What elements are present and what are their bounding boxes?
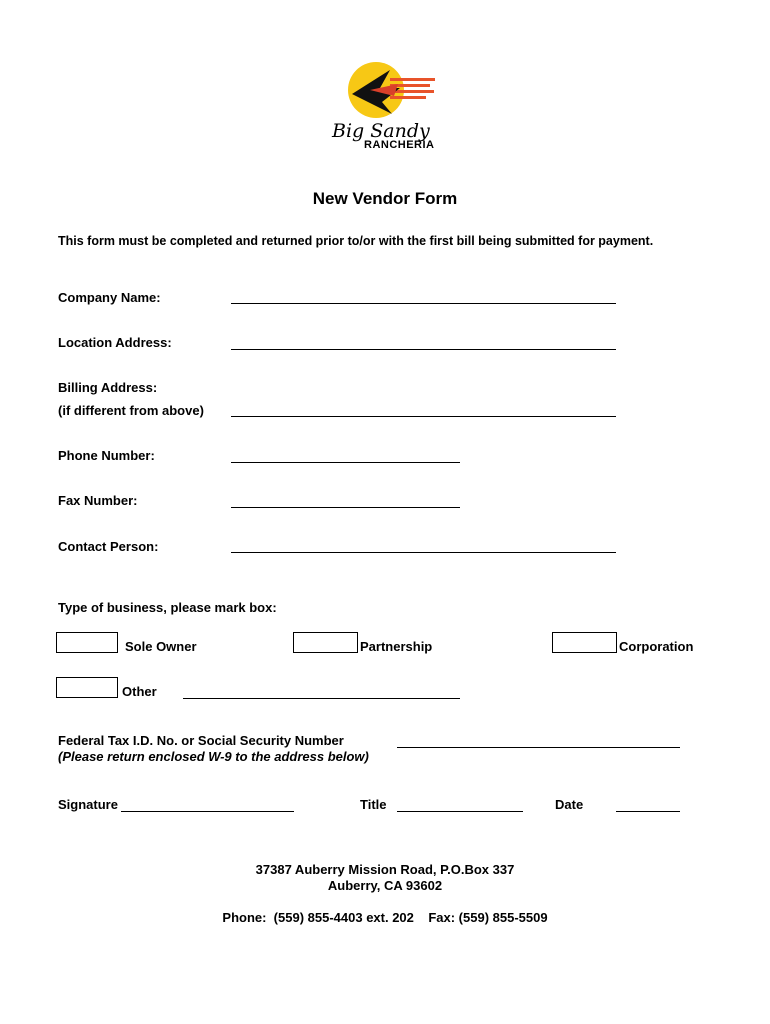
phone-number-label: Phone Number: <box>58 448 155 463</box>
billing-address-note: (if different from above) <box>58 403 204 418</box>
title-line[interactable] <box>397 811 523 812</box>
logo <box>330 58 460 158</box>
footer-address-line2: Auberry, CA 93602 <box>327 878 443 893</box>
company-name-line[interactable] <box>231 303 616 304</box>
company-name-label: Company Name: <box>58 290 161 305</box>
signature-label: Signature <box>58 797 118 812</box>
title-label: Title <box>360 797 387 812</box>
tax-id-note: (Please return enclosed W-9 to the address below) <box>58 749 369 764</box>
fax-number-label: Fax Number: <box>58 493 138 508</box>
corporation-checkbox[interactable] <box>552 632 617 653</box>
tax-id-label: Federal Tax I.D. No. or Social Security Number <box>58 733 344 748</box>
contact-person-label: Contact Person: <box>58 539 159 554</box>
contact-person-line[interactable] <box>231 552 616 553</box>
footer-contact: Phone: (559) 855-4403 ext. 202 Fax: (559) 855-5509 <box>222 910 548 925</box>
date-label: Date <box>555 797 584 812</box>
tax-id-line[interactable] <box>397 747 680 748</box>
instructions: This form must be completed and returned prior to/or with the first bill being submitted for payment. <box>58 234 654 248</box>
logo-text-rancheria: RANCHERIA <box>364 139 435 151</box>
partnership-label: Partnership <box>360 639 433 654</box>
location-address-line[interactable] <box>231 349 616 350</box>
business-type-prompt: Type of business, please mark box: <box>58 600 277 615</box>
other-label: Other <box>122 684 157 699</box>
footer-address-line1: 37387 Auberry Mission Road, P.O.Box 337 <box>255 862 515 877</box>
sole-owner-label: Sole Owner <box>125 639 197 654</box>
partnership-checkbox[interactable] <box>293 632 358 653</box>
billing-address-line[interactable] <box>231 416 616 417</box>
fax-number-line[interactable] <box>231 507 460 508</box>
date-line[interactable] <box>616 811 680 812</box>
signature-line[interactable] <box>121 811 294 812</box>
location-address-label: Location Address: <box>58 335 172 350</box>
other-description-line[interactable] <box>183 698 460 699</box>
logo-text-script: Big Sandy <box>332 120 430 142</box>
other-checkbox[interactable] <box>56 677 118 698</box>
billing-address-label: Billing Address: <box>58 380 158 395</box>
sole-owner-checkbox[interactable] <box>56 632 118 653</box>
phone-number-line[interactable] <box>231 462 460 463</box>
page-title: New Vendor Form <box>312 189 458 208</box>
corporation-label: Corporation <box>619 639 694 654</box>
